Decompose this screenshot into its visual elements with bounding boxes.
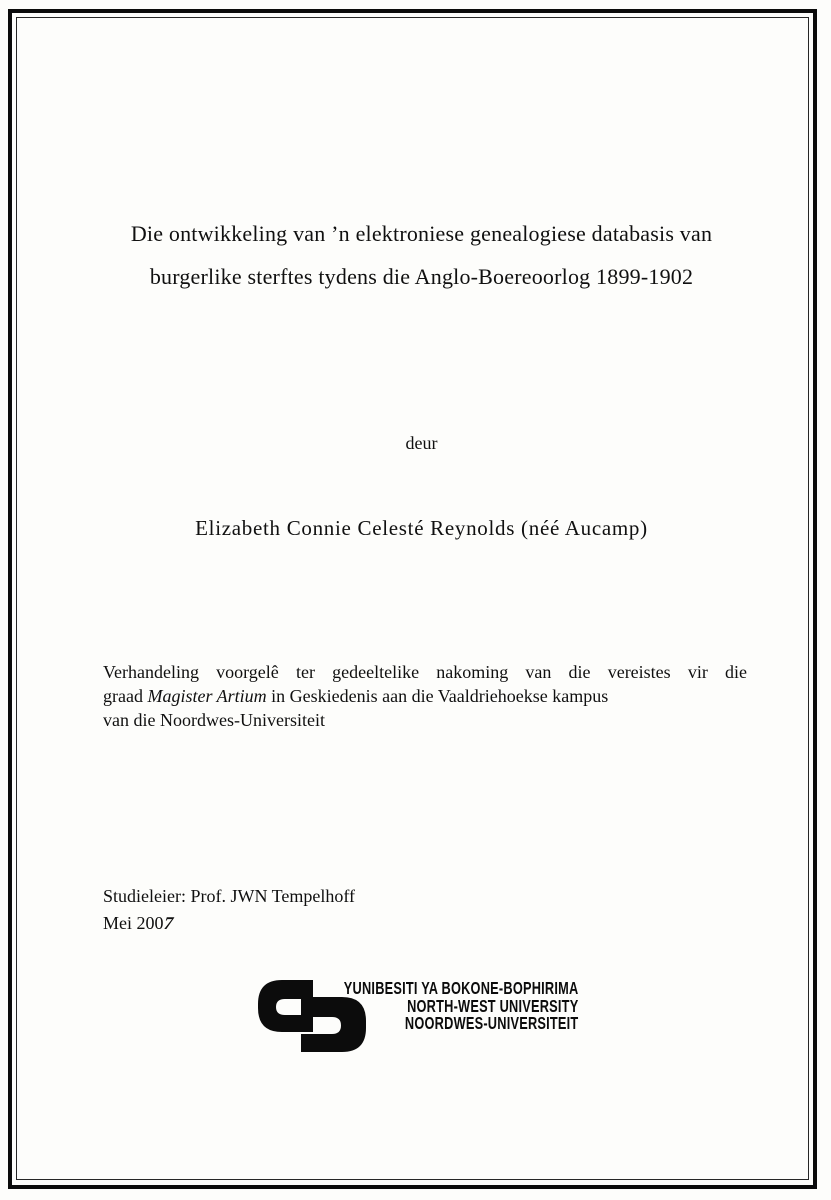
degree-statement — [103, 660, 747, 732]
author-name: Elizabeth Connie Celesté Reynolds (néé Aucamp) — [195, 516, 648, 540]
date-line — [103, 910, 355, 937]
statement-line-1: Verhandeling voorgelê ter gedeeltelike nakoming van die vereistes vir die — [103, 662, 747, 682]
supervisor-block — [103, 883, 355, 937]
title-line-1: Die ontwikkeling van ’n elektroniese genealogiese databasis van — [130, 221, 713, 246]
degree-name-italic: Magister Artium — [147, 686, 267, 706]
logo-line-setswana: YUNIBESITI YA BOKONE-BOPHIRIMA — [343, 978, 578, 998]
title-line-2: burgerlike sterftes tydens die Anglo-Boereoorlog 1899-1902 — [149, 264, 694, 289]
logo-line-afrikaans: NOORDWES-UNIVERSITEIT — [404, 1013, 578, 1033]
supervisor-line: Studieleier: Prof. JWN Tempelhoff — [103, 886, 356, 906]
statement-line-2-pre: graad — [103, 686, 148, 706]
university-logo-text — [343, 980, 578, 1033]
byline-label: deur — [405, 433, 438, 453]
date-last-digit: 7 — [160, 913, 176, 933]
university-logo — [0, 978, 831, 1060]
statement-line-2-post: in Geskiedenis aan die Vaaldriehoekse kampus — [266, 686, 609, 706]
date-prefix: Mei 200 — [103, 913, 164, 933]
logo-line-english: NORTH-WEST UNIVERSITY — [406, 995, 578, 1016]
thesis-title — [52, 212, 791, 298]
statement-line-2 — [103, 684, 747, 708]
statement-line-3: van die Noordwes-Universiteit — [103, 710, 325, 730]
